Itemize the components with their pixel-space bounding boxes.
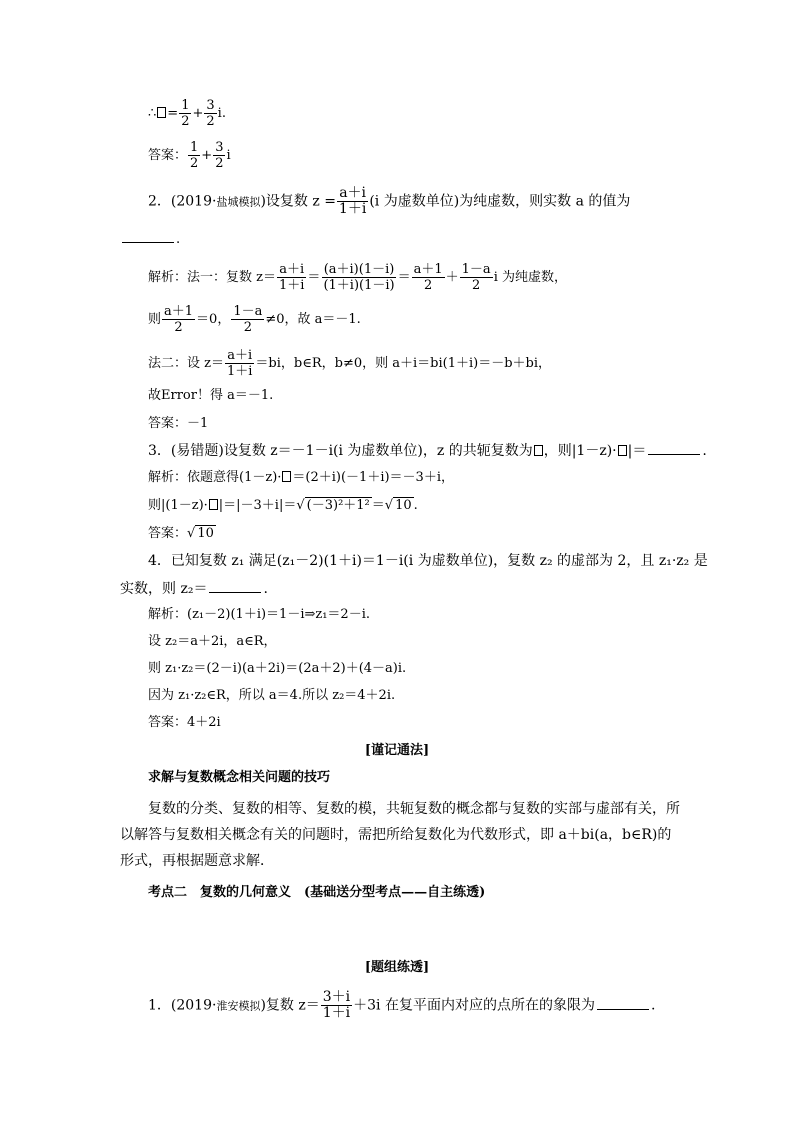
numerator: 3＋i bbox=[322, 989, 351, 1005]
text: ＝(2＋i)(－1＋i)＝－3＋i， bbox=[292, 470, 454, 485]
fraction bbox=[460, 262, 493, 293]
question-4-line-2 bbox=[120, 579, 268, 599]
denominator: 2 bbox=[206, 114, 215, 129]
numerator: a＋i bbox=[227, 348, 253, 363]
numerator: 1 bbox=[181, 98, 190, 113]
solution-3-line-2 bbox=[148, 496, 418, 516]
text: + bbox=[201, 148, 213, 163]
text: 实数，则 z₂＝ bbox=[120, 581, 208, 597]
denominator: 2 bbox=[423, 278, 433, 293]
fraction bbox=[213, 140, 225, 171]
fraction bbox=[231, 304, 264, 335]
fraction bbox=[188, 140, 200, 171]
solution-2-line-2 bbox=[148, 304, 361, 335]
denominator: 1＋i bbox=[226, 364, 253, 379]
text: . bbox=[702, 443, 707, 459]
technique-paragraph: 复数的分类、复数的相等、复数的模，共轭复数的概念都与复数的实部与虚部有关，所以解答与复数相关概念有关的问题时，需把所给复数化为代数形式，即 a＋bi(a，b∈R)的形式，再根据题意求解． bbox=[120, 801, 680, 869]
fraction bbox=[225, 348, 254, 379]
answer-blank[interactable] bbox=[597, 997, 649, 1010]
fraction bbox=[162, 304, 195, 335]
denominator: 2 bbox=[190, 156, 199, 171]
text: 3．(易错题)设复数 z＝－1－i(i 为虚数单位)，z 的共轭复数为 bbox=[148, 443, 533, 459]
solution-2-line-3 bbox=[148, 348, 551, 379]
question-3 bbox=[148, 441, 707, 461]
section-heading: [题组练透] bbox=[364, 960, 430, 975]
numerator: 3 bbox=[206, 98, 215, 113]
numerator: (a＋i)(1－i) bbox=[323, 262, 395, 277]
text: ，则|1－z)· bbox=[543, 443, 617, 459]
text: i 为纯虚数， bbox=[493, 270, 567, 285]
question-2 bbox=[148, 186, 630, 217]
topic-heading: 考点二 复数的几何意义 (基础送分型考点——自主练透) bbox=[148, 885, 486, 900]
technique-title: 求解与复数概念相关问题的技巧 bbox=[148, 770, 331, 785]
text: 则 bbox=[148, 312, 162, 327]
solution-4-line-4: 因为 z₁·z₂∈R，所以 a＝4.所以 z₂＝4＋2i. bbox=[148, 688, 396, 703]
answer-label: 答案： bbox=[148, 526, 188, 541]
solution-2-line-4: 故Error！得 a＝－1. bbox=[148, 388, 274, 403]
numerator: 3 bbox=[215, 140, 224, 155]
text: ＝ bbox=[397, 270, 411, 285]
conjugate-placeholder-icon bbox=[209, 499, 218, 510]
denominator: 1＋i bbox=[338, 201, 367, 217]
text: )复数 z＝ bbox=[260, 997, 320, 1014]
text: )设复数 z = bbox=[260, 193, 336, 210]
text: i. bbox=[217, 106, 226, 121]
conjugate-placeholder-icon bbox=[282, 471, 291, 482]
solution-4-line-2: 设 z₂＝a＋2i，a∈R， bbox=[148, 634, 277, 649]
sqrt-icon: √ bbox=[296, 498, 305, 513]
solution-line bbox=[148, 98, 226, 129]
denominator: 2 bbox=[181, 114, 190, 129]
text: 1．(2019· bbox=[148, 997, 217, 1014]
text: 解析：依题意得(1－z)· bbox=[148, 470, 282, 485]
text: |＝ bbox=[627, 443, 647, 459]
text: . bbox=[413, 498, 418, 513]
denominator: 2 bbox=[472, 278, 481, 293]
numerator: a＋1 bbox=[164, 304, 194, 319]
fraction bbox=[321, 990, 352, 1021]
answer-label: 答案： bbox=[148, 148, 188, 163]
fraction bbox=[179, 98, 191, 129]
sqrt-icon: √ bbox=[187, 526, 196, 541]
numerator: a＋i bbox=[339, 185, 367, 201]
fraction bbox=[204, 98, 216, 129]
text: ＋ bbox=[445, 270, 459, 285]
text: ＝ bbox=[307, 270, 321, 285]
fraction bbox=[337, 186, 368, 217]
numerator: 1－a bbox=[233, 304, 263, 319]
text: ＝0， bbox=[196, 312, 231, 327]
text: ＝bi，b∈R，b≠0，则 a＋i＝bi(1＋i)＝－b＋bi， bbox=[255, 356, 552, 371]
numerator: 1－a bbox=[461, 262, 491, 277]
answer-blank[interactable] bbox=[209, 580, 261, 593]
question-5 bbox=[148, 990, 655, 1021]
text: ≠0，故 a＝－1. bbox=[265, 312, 361, 327]
answer-3 bbox=[148, 524, 216, 544]
text: i bbox=[226, 148, 231, 163]
conjugate-placeholder-icon bbox=[157, 107, 166, 118]
denominator: 1＋i bbox=[322, 1005, 351, 1021]
answer-line bbox=[148, 140, 231, 171]
text: 2．(2019· bbox=[148, 193, 217, 210]
answer-blank[interactable] bbox=[122, 230, 174, 243]
text: = bbox=[167, 106, 179, 121]
solution-4-line-1: 解析：(z₁－2)(1＋i)＝1－i⇒z₁＝2－i. bbox=[148, 607, 370, 622]
fraction bbox=[321, 262, 396, 293]
text: (i 为虚数单位)为纯虚数，则实数 a 的值为 bbox=[369, 193, 631, 210]
text: ＋3i 在复平面内对应的点所在的象限为 bbox=[353, 997, 595, 1014]
conjugate-placeholder-icon bbox=[618, 445, 627, 456]
text: 则|(1－z)· bbox=[148, 498, 208, 513]
conjugate-placeholder-icon bbox=[534, 445, 543, 456]
denominator: (1＋i)(1－i) bbox=[323, 278, 395, 293]
text: . bbox=[650, 997, 656, 1014]
answer-4: 答案：4＋2i bbox=[148, 715, 221, 730]
denominator: 2 bbox=[243, 320, 252, 335]
text: 法二：设 z＝ bbox=[148, 356, 224, 371]
radicand: 10 bbox=[197, 526, 214, 541]
text: . bbox=[263, 581, 268, 597]
fraction bbox=[412, 262, 445, 293]
source-label: 淮安模拟 bbox=[216, 999, 261, 1013]
text: . bbox=[176, 232, 181, 247]
numerator: a＋i bbox=[279, 262, 305, 277]
source-label: 盐城模拟 bbox=[216, 195, 261, 209]
text: |＝|－3＋i|＝ bbox=[218, 498, 297, 513]
denominator: 2 bbox=[174, 320, 183, 335]
answer-blank[interactable] bbox=[648, 442, 700, 455]
therefore-symbol: ∴ bbox=[148, 106, 157, 121]
denominator: 1＋i bbox=[278, 278, 305, 293]
solution-2-line-1 bbox=[148, 262, 567, 293]
numerator: 1 bbox=[190, 140, 199, 155]
fraction bbox=[277, 262, 306, 293]
question-2-blank-line bbox=[120, 230, 180, 250]
denominator: 2 bbox=[215, 156, 224, 171]
answer-2: 答案：－1 bbox=[148, 416, 209, 431]
radicand: (－3)²＋1² bbox=[306, 498, 370, 513]
solution-4-line-3: 则 z₁·z₂＝(2－i)(a＋2i)＝(2a＋2)＋(4－a)i. bbox=[148, 661, 407, 676]
radicand: 10 bbox=[395, 498, 412, 513]
text: ＝ bbox=[371, 498, 385, 513]
text: 解析：法一：复数 z＝ bbox=[148, 270, 276, 285]
question-4-line-1: 4．已知复数 z₁ 满足(z₁－2)(1＋i)＝1－i(i 为虚数单位)，复数 z₂ 的虚部为 2，且 z₁·z₂ 是 bbox=[148, 553, 708, 569]
section-heading: [谨记通法] bbox=[364, 743, 430, 758]
text: + bbox=[192, 106, 204, 121]
numerator: a＋1 bbox=[413, 262, 443, 277]
solution-3-line-1 bbox=[148, 468, 454, 488]
sqrt-icon: √ bbox=[384, 498, 394, 513]
